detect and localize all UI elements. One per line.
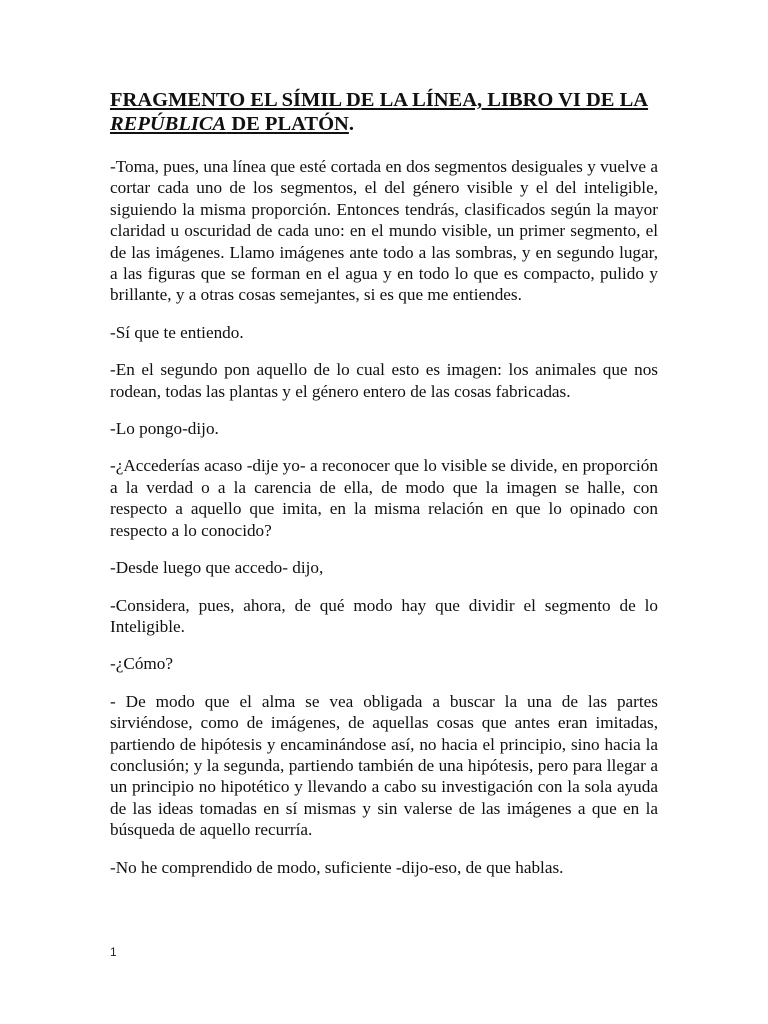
- paragraph-1: -Toma, pues, una línea que esté cortada en dos segmentos desiguales y vuelve a cortar cada uno de los segmentos, el del género visible y el del inteligible, siguiendo la misma proporción. Entonces tendrás, clasificados según la mayor claridad u oscuridad de cada uno: en el mundo visible, un primer segmento, el de las imágenes. Llamo imágenes ante todo a las sombras, y en segundo lugar, a las figuras que se forman en el agua y en todo lo que es compacto, pulido y brillante, y a otras cosas semejantes, si es que me entiendes.: [110, 157, 658, 305]
- title-italic-republica: REPÚBLICA: [110, 113, 227, 135]
- paragraph-2: -Sí que te entiendo.: [110, 322, 244, 342]
- title-trailing-period: .: [348, 113, 354, 135]
- title-part-2: DE PLATÓN: [226, 113, 349, 135]
- paragraph-8: -¿Cómo?: [110, 654, 174, 674]
- title-underlined: [110, 89, 648, 135]
- title-part-1: FRAGMENTO EL SÍMIL DE LA LÍNEA, LIBRO VI DE LA: [110, 89, 649, 111]
- document-page: [110, 88, 658, 894]
- paragraph-6: -Desde luego que accedo- dijo,: [110, 558, 324, 578]
- paragraph-7: -Considera, pues, ahora, de qué modo hay que dividir el segmento de lo Inteligible.: [110, 595, 658, 636]
- paragraph-4: -Lo pongo-dijo.: [110, 419, 219, 439]
- paragraph-5: -¿Accederías acaso -dije yo- a reconocer que lo visible se divide, en proporción a la verdad o a la carencia de ella, de modo que la imagen se halle, con respecto a aquello que imita, en la misma relación en que lo opinado con respecto a lo conocido?: [110, 456, 658, 540]
- paragraph-10: -No he comprendido de modo, suficiente -dijo-eso, de que hablas.: [110, 857, 564, 877]
- paragraph-3: -En el segundo pon aquello de lo cual esto es imagen: los animales que nos rodean, todas las plantas y el género entero de las cosas fabricadas.: [110, 360, 658, 401]
- document-title: [110, 88, 658, 136]
- page-number: 1: [110, 945, 117, 959]
- paragraph-9: - De modo que el alma se vea obligada a buscar la una de las partes sirviéndose, como de imágenes, de aquellas cosas que antes eran imitadas, partiendo de hipótesis y encaminándose así, no hacia el principio, sino hacia la conclusión; y la segunda, partiendo también de una hipótesis, pero para llegar a un principio no hipotético y llevando a cabo su investigación con la sola ayuda de las ideas tomadas en sí mismas y sin valerse de las imágenes a que en la búsqueda de aquello recurría.: [110, 691, 658, 840]
